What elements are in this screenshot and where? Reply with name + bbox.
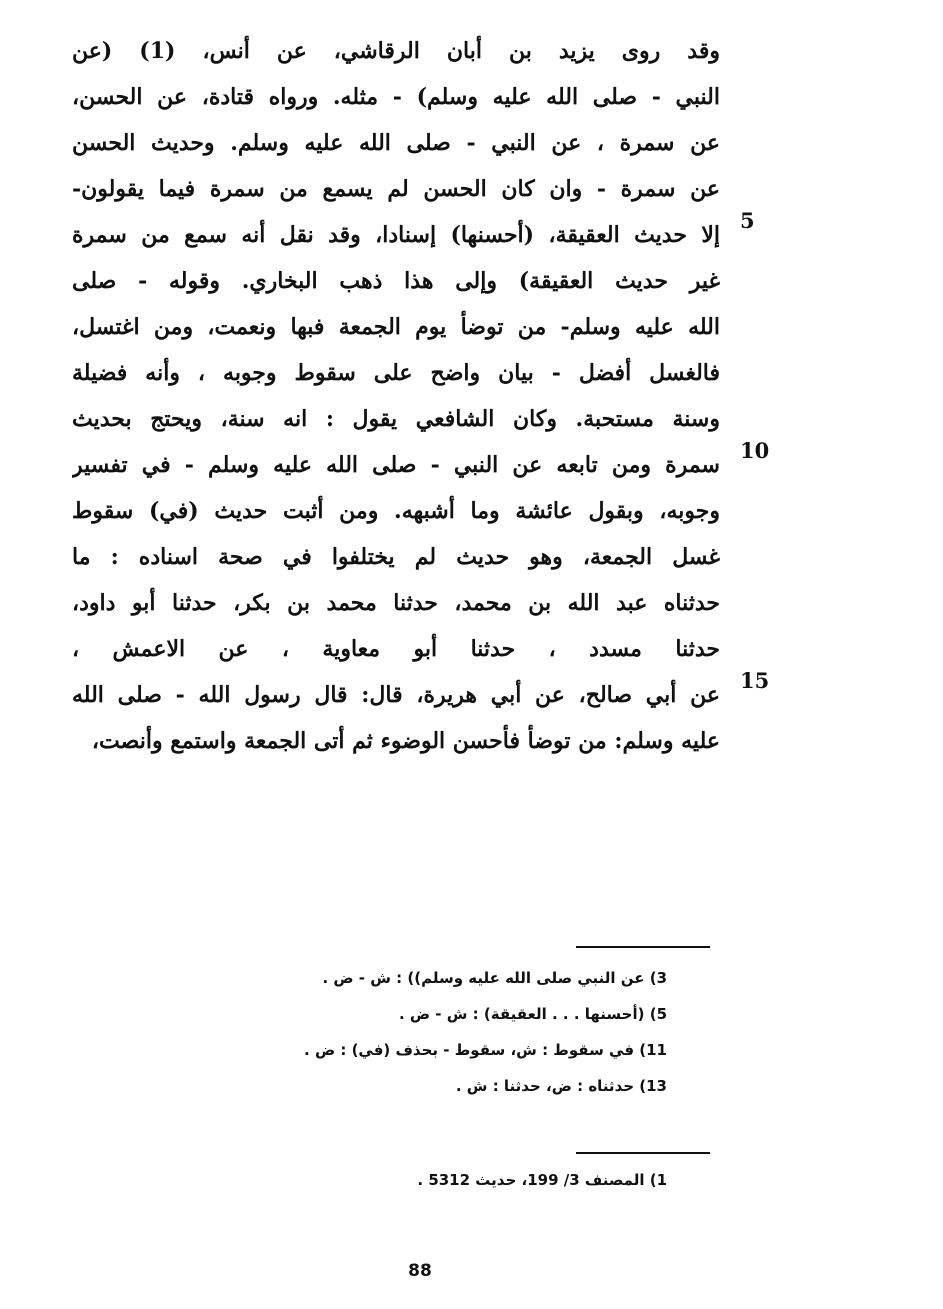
footnote-separator <box>576 1152 710 1154</box>
text-line: النبي - صلى الله عليه وسلم) - مثله. ورواه قتادة، عن الحسن، <box>72 84 720 110</box>
apparatus-note: 11) في سقوط : ش، سقوط - بحذف (في) : ض . <box>304 1041 667 1059</box>
text-line: عن سمرة ، عن النبي - صلى الله عليه وسلم. وحديث الحسن <box>72 130 720 156</box>
text-line: وقد روى يزيد بن أبان الرقاشي، عن أنس، (1) (عن <box>72 38 720 64</box>
text-line: وجوبه، وبقول عائشة وما أشبهه. ومن أثبت حديث (في) سقوط <box>72 498 720 524</box>
main-text-block <box>72 28 720 764</box>
text-line: حدثناه عبد الله بن محمد، حدثنا محمد بن بكر، حدثنا أبو داود، <box>72 590 720 616</box>
apparatus-notes <box>147 960 667 1104</box>
line-number: 5 <box>740 208 755 233</box>
text-line: عن سمرة - وان كان الحسن لم يسمع من سمرة فيما يقولون- <box>72 176 720 202</box>
text-line: غير حديث العقيقة) وإلى هذا ذهب البخاري. وقوله - صلى <box>72 268 720 294</box>
text-line: فالغسل أفضل - بيان واضح على سقوط وجوبه ، وأنه فضيلة <box>72 360 720 386</box>
text-line: الله عليه وسلم- من توضأ يوم الجمعة فبها ونعمت، ومن اغتسل، <box>72 314 720 340</box>
text-line: سمرة ومن تابعه عن النبي - صلى الله عليه وسلم - في تفسير <box>72 452 720 478</box>
source-note: 1) المصنف 3/ 199، حديث 5312 . <box>417 1171 667 1189</box>
apparatus-note: 5) (أحسنها . . . العقيقة) : ش - ض . <box>398 1005 667 1023</box>
apparatus-note: 3) عن النبي صلى الله عليه وسلم)) : ش - ض . <box>322 969 667 987</box>
page-number: 88 <box>408 1261 432 1281</box>
text-line: غسل الجمعة، وهو حديث لم يختلفوا في صحة اسناده : ما <box>72 544 720 570</box>
footnote-separator <box>576 946 710 948</box>
text-line: وسنة مستحبة. وكان الشافعي يقول : انه سنة، ويحتج بحديث <box>72 406 720 432</box>
text-line: عليه وسلم: من توضأ فأحسن الوضوء ثم أتى الجمعة واستمع وأنصت، <box>91 728 720 754</box>
line-number: 15 <box>740 668 770 693</box>
text-line: عن أبي صالح، عن أبي هريرة، قال: قال رسول الله - صلى الله <box>72 682 720 708</box>
text-line: إلا حديث العقيقة، (أحسنها) إسنادا، وقد نقل أنه سمع من سمرة <box>72 222 720 248</box>
text-line: حدثنا مسدد ، حدثنا أبو معاوية ، عن الاعمش ، <box>72 636 720 662</box>
line-number: 10 <box>740 438 770 463</box>
source-notes <box>147 1162 667 1198</box>
apparatus-note: 13) حدثناه : ض، حدثنا : ش . <box>455 1077 667 1095</box>
